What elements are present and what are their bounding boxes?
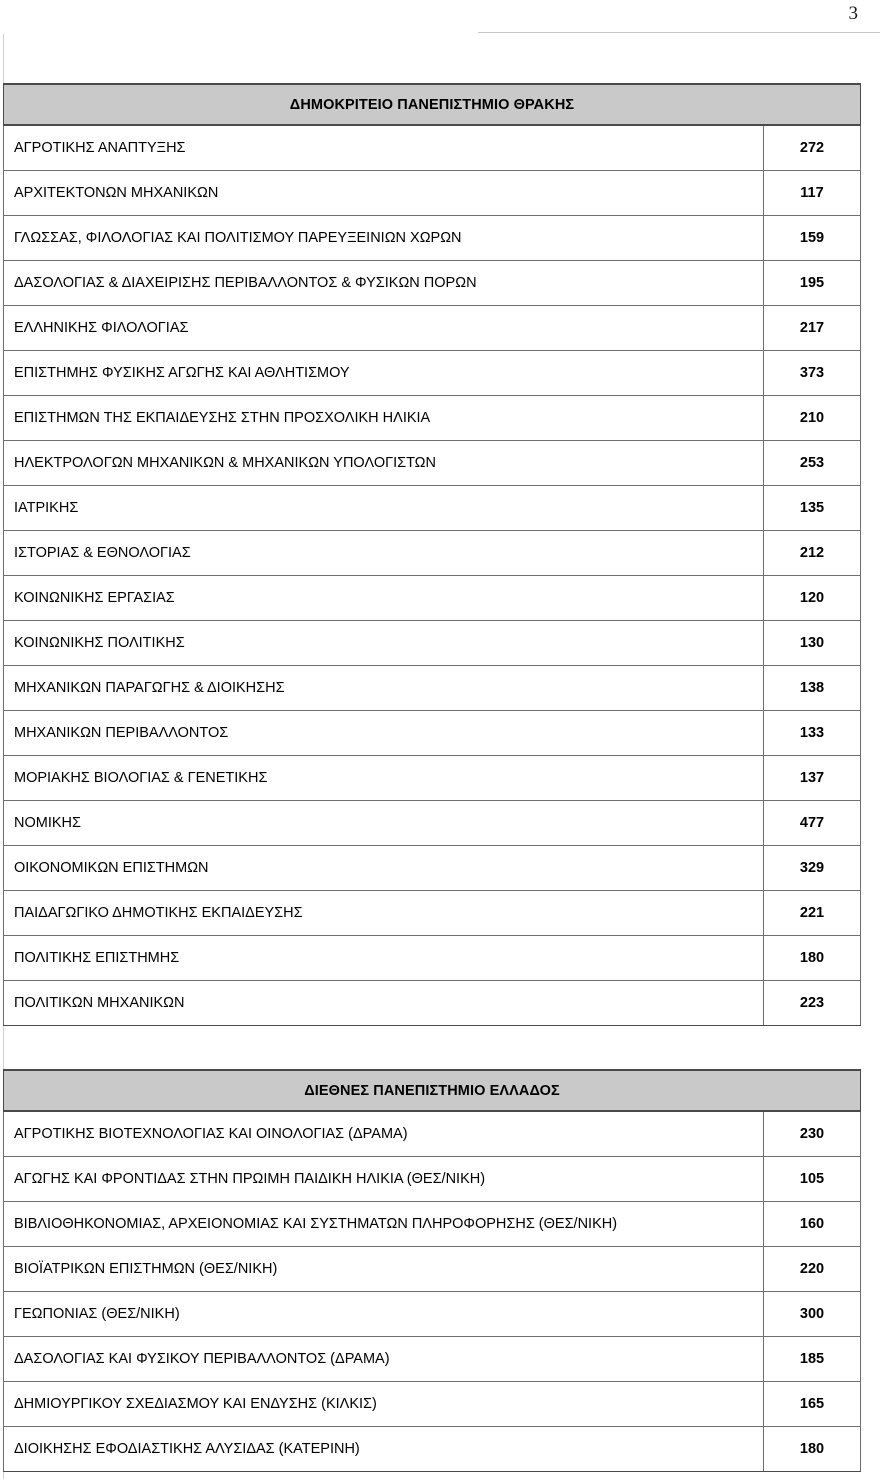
department-value: 477 — [764, 801, 861, 846]
table-row — [4, 1337, 861, 1382]
document-body — [0, 83, 880, 1472]
department-name: ΚΟΙΝΩΝΙΚΗΣ ΕΡΓΑΣΙΑΣ — [4, 576, 764, 621]
table-row — [4, 1157, 861, 1202]
table-row — [4, 306, 861, 351]
department-value: 329 — [764, 846, 861, 891]
table-row — [4, 891, 861, 936]
page-number: 3 — [848, 3, 858, 24]
department-name: ΔΙΟΙΚΗΣΗΣ ΕΦΟΔΙΑΣΤΙΚΗΣ ΑΛΥΣΙΔΑΣ (ΚΑΤΕΡΙΝΗ) — [4, 1427, 764, 1472]
table-dimokriteio-wrapper — [0, 83, 880, 1026]
department-name: ΟΙΚΟΝΟΜΙΚΩΝ ΕΠΙΣΤΗΜΩΝ — [4, 846, 764, 891]
department-value: 135 — [764, 486, 861, 531]
header-divider-rule — [478, 32, 880, 33]
department-name: ΑΡΧΙΤΕΚΤΟΝΩΝ ΜΗΧΑΝΙΚΩΝ — [4, 171, 764, 216]
department-name: ΜΗΧΑΝΙΚΩΝ ΠΕΡΙΒΑΛΛΟΝΤΟΣ — [4, 711, 764, 756]
table-row — [4, 936, 861, 981]
table-row — [4, 801, 861, 846]
table-row — [4, 981, 861, 1026]
department-value: 160 — [764, 1202, 861, 1247]
department-value: 230 — [764, 1111, 861, 1157]
table-diethnes-wrapper — [0, 1069, 880, 1472]
department-value: 117 — [764, 171, 861, 216]
table-row — [4, 1247, 861, 1292]
table-diethnes — [3, 1069, 861, 1472]
department-name: ΠΟΛΙΤΙΚΩΝ ΜΗΧΑΝΙΚΩΝ — [4, 981, 764, 1026]
table-row — [4, 125, 861, 171]
department-name: ΠΑΙΔΑΓΩΓΙΚΟ ΔΗΜΟΤΙΚΗΣ ΕΚΠΑΙΔΕΥΣΗΣ — [4, 891, 764, 936]
group-title-diethnes: ΔΙΕΘΝΕΣ ΠΑΝΕΠΙΣΤΗΜΙΟ ΕΛΛΑΔΟΣ — [4, 1070, 861, 1111]
table-diethnes-body — [4, 1111, 861, 1472]
department-value: 210 — [764, 396, 861, 441]
department-value: 180 — [764, 1427, 861, 1472]
table-row — [4, 666, 861, 711]
table-row — [4, 396, 861, 441]
table-row — [4, 1427, 861, 1472]
table-row — [4, 1292, 861, 1337]
group-title-dimokriteio: ΔΗΜΟΚΡΙΤΕΙΟ ΠΑΝΕΠΙΣΤΗΜΙΟ ΘΡΑΚΗΣ — [4, 84, 861, 125]
department-value: 253 — [764, 441, 861, 486]
table-row — [4, 171, 861, 216]
department-name: ΓΕΩΠΟΝΙΑΣ (ΘΕΣ/ΝΙΚΗ) — [4, 1292, 764, 1337]
department-value: 137 — [764, 756, 861, 801]
table-row — [4, 486, 861, 531]
department-value: 165 — [764, 1382, 861, 1427]
department-name: ΓΛΩΣΣΑΣ, ΦΙΛΟΛΟΓΙΑΣ ΚΑΙ ΠΟΛΙΤΙΣΜΟΥ ΠΑΡΕΥΞΕΙΝΙΩΝ ΧΩΡΩΝ — [4, 216, 764, 261]
table-row — [4, 531, 861, 576]
table-row — [4, 351, 861, 396]
department-value: 180 — [764, 936, 861, 981]
table-row — [4, 216, 861, 261]
department-value: 130 — [764, 621, 861, 666]
department-name: ΝΟΜΙΚΗΣ — [4, 801, 764, 846]
department-value: 105 — [764, 1157, 861, 1202]
department-name: ΒΙΒΛΙΟΘΗΚΟΝΟΜΙΑΣ, ΑΡΧΕΙΟΝΟΜΙΑΣ ΚΑΙ ΣΥΣΤΗΜΑΤΩΝ ΠΛΗΡΟΦΟΡΗΣΗΣ (ΘΕΣ/ΝΙΚΗ) — [4, 1202, 764, 1247]
department-value: 133 — [764, 711, 861, 756]
table-row — [4, 441, 861, 486]
table-dimokriteio-body — [4, 125, 861, 1026]
department-name: ΜΗΧΑΝΙΚΩΝ ΠΑΡΑΓΩΓΗΣ & ΔΙΟΙΚΗΣΗΣ — [4, 666, 764, 711]
table-header-row — [4, 84, 861, 125]
department-name: ΗΛΕΚΤΡΟΛΟΓΩΝ ΜΗΧΑΝΙΚΩΝ & ΜΗΧΑΝΙΚΩΝ ΥΠΟΛΟΓΙΣΤΩΝ — [4, 441, 764, 486]
department-value: 120 — [764, 576, 861, 621]
department-name: ΑΓΩΓΗΣ ΚΑΙ ΦΡΟΝΤΙΔΑΣ ΣΤΗΝ ΠΡΩΙΜΗ ΠΑΙΔΙΚΗ ΗΛΙΚΙΑ (ΘΕΣ/ΝΙΚΗ) — [4, 1157, 764, 1202]
department-name: ΙΣΤΟΡΙΑΣ & ΕΘΝΟΛΟΓΙΑΣ — [4, 531, 764, 576]
department-name: ΕΠΙΣΤΗΜΗΣ ΦΥΣΙΚΗΣ ΑΓΩΓΗΣ ΚΑΙ ΑΘΛΗΤΙΣΜΟΥ — [4, 351, 764, 396]
department-value: 138 — [764, 666, 861, 711]
department-value: 217 — [764, 306, 861, 351]
department-value: 220 — [764, 1247, 861, 1292]
table-spacer — [0, 1026, 880, 1069]
department-value: 221 — [764, 891, 861, 936]
department-name: ΕΠΙΣΤΗΜΩΝ ΤΗΣ ΕΚΠΑΙΔΕΥΣΗΣ ΣΤΗΝ ΠΡΟΣΧΟΛΙΚΗ ΗΛΙΚΙΑ — [4, 396, 764, 441]
table-row — [4, 1202, 861, 1247]
department-name: ΚΟΙΝΩΝΙΚΗΣ ΠΟΛΙΤΙΚΗΣ — [4, 621, 764, 666]
department-value: 159 — [764, 216, 861, 261]
department-name: ΕΛΛΗΝΙΚΗΣ ΦΙΛΟΛΟΓΙΑΣ — [4, 306, 764, 351]
page-header — [0, 0, 880, 36]
table-dimokriteio — [3, 83, 861, 1026]
table-row — [4, 261, 861, 306]
department-name: ΠΟΛΙΤΙΚΗΣ ΕΠΙΣΤΗΜΗΣ — [4, 936, 764, 981]
department-value: 223 — [764, 981, 861, 1026]
department-name: ΑΓΡΟΤΙΚΗΣ ΑΝΑΠΤΥΞΗΣ — [4, 125, 764, 171]
table-row — [4, 756, 861, 801]
department-value: 300 — [764, 1292, 861, 1337]
table-row — [4, 576, 861, 621]
table-row — [4, 621, 861, 666]
department-name: ΜΟΡΙΑΚΗΣ ΒΙΟΛΟΓΙΑΣ & ΓΕΝΕΤΙΚΗΣ — [4, 756, 764, 801]
table-row — [4, 711, 861, 756]
table-row — [4, 1111, 861, 1157]
department-name: ΒΙΟΪΑΤΡΙΚΩΝ ΕΠΙΣΤΗΜΩΝ (ΘΕΣ/ΝΙΚΗ) — [4, 1247, 764, 1292]
department-name: ΔΑΣΟΛΟΓΙΑΣ ΚΑΙ ΦΥΣΙΚΟΥ ΠΕΡΙΒΑΛΛΟΝΤΟΣ (ΔΡΑΜΑ) — [4, 1337, 764, 1382]
department-value: 185 — [764, 1337, 861, 1382]
department-value: 195 — [764, 261, 861, 306]
department-value: 212 — [764, 531, 861, 576]
department-value: 373 — [764, 351, 861, 396]
department-name: ΙΑΤΡΙΚΗΣ — [4, 486, 764, 531]
department-value: 272 — [764, 125, 861, 171]
table-row — [4, 846, 861, 891]
table-header-row — [4, 1070, 861, 1111]
table-row — [4, 1382, 861, 1427]
department-name: ΔΑΣΟΛΟΓΙΑΣ & ΔΙΑΧΕΙΡΙΣΗΣ ΠΕΡΙΒΑΛΛΟΝΤΟΣ & ΦΥΣΙΚΩΝ ΠΟΡΩΝ — [4, 261, 764, 306]
department-name: ΔΗΜΙΟΥΡΓΙΚΟΥ ΣΧΕΔΙΑΣΜΟΥ ΚΑΙ ΕΝΔΥΣΗΣ (ΚΙΛΚΙΣ) — [4, 1382, 764, 1427]
department-name: ΑΓΡΟΤΙΚΗΣ ΒΙΟΤΕΧΝΟΛΟΓΙΑΣ ΚΑΙ ΟΙΝΟΛΟΓΙΑΣ (ΔΡΑΜΑ) — [4, 1111, 764, 1157]
